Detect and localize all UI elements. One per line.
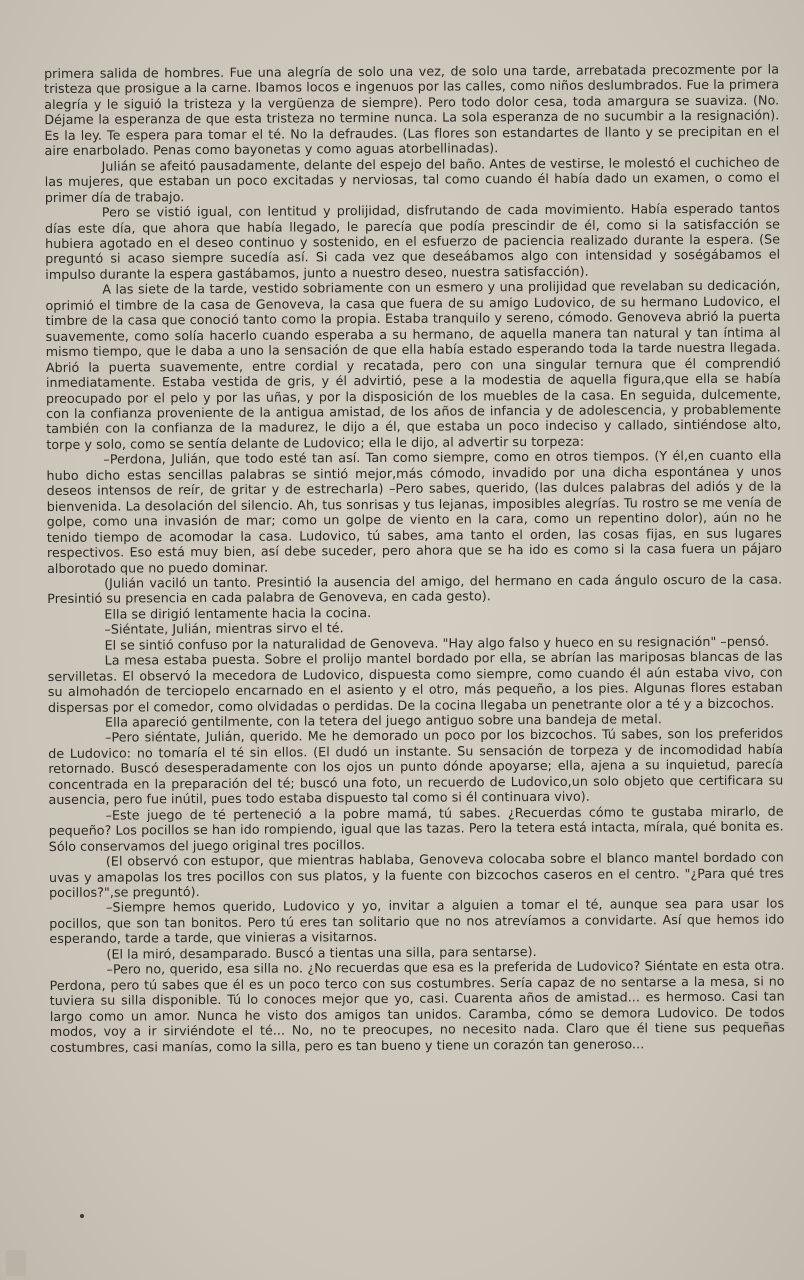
paragraph: Pero se vistió igual, con lentitud y prolijidad, disfrutando de cada movimiento. Había esperado tantos días este día, que ahora que había llegado, le parecía que podía prescindir de él, como si la satisfacción se hubiera agotado en el deseo continuo y sostenido, en el esfuerzo de paciencia realizado durante la espera. (Se preguntó si acaso siempre sucedía así. Si cada vez que deseábamos algo con intensidad y soségábamos el impulso durante la espera gastábamos, junto a nuestro deseo, nuestra satisfacción).: [44, 200, 781, 282]
paragraph: primera salida de hombres. Fue una alegría de solo una vez, de solo una tarde, arrebatada precozmente por la tristeza que prosigue a la carne. Ibamos locos e ingenuos por las calles, como niños deslumbrados. Fue la primera alegría y le siguió la tristeza y la vergüenza de siempre). Pero todo dolor cesa, toda amargura se suaviza. (No. Déjame la esperanza de que esta tristeza no termine nunca. La sola esperanza de no sucumbir a la resignación). Es la ley. Te espera para tomar el té. No la defraudes. (Las flores son estandartes de llanto y se precipitan en el aire enarbolado. Penas como bayonetas y como aguas atorbellinadas).: [44, 61, 780, 159]
paragraph: (El la miró, desamparado. Buscó a tientas una silla, para sentarse).: [106, 943, 537, 962]
paragraph: Julián se afeitó pausadamente, delante del espejo del baño. Antes de vestirse, le molestó el cuchicheo de las mujeres, que estaban un poco excitadas y nerviosas, tal como cuando él había dado un examen, o como el primer día de trabajo.: [44, 154, 780, 205]
ink-speck: [80, 1214, 84, 1218]
paragraph: A las siete de la tarde, vestido sobriamente con un esmero y una prolijidad que revelaban su dedicación, oprimió el timbre de la casa de Genoveva, la casa que fuera de su amigo Ludovico, de su hermano Ludovico, el timbre de la casa que conoció tanto como la propia. Estaba tranquilo y sereno, cómodo. Genoveva abrió la puerta suavemente, como solía hacerlo cuando esperaba a su hermano, de aquella manera tan natural y tan íntima al mismo tiempo, que le daba a uno la sensación de que ella había estado esperando toda la tarde nuestra llegada. Abrió la puerta suavemente, entre cordial y recatada, pero con una singular ternura que él comprendió inmediatamente. Estaba vestida de gris, y él advirtió, pese a la modestia de aquella figura,que ella se había preocupado por el pelo y por las uñas, y por la disposición de los muebles de la casa. En seguida, dulcemente, con la confianza proveniente de la antigua amistad, de los años de infancia y de adolescencia, y probablemente también con la confianza de la madurez, le dijo a él, que estaba un poco indeciso y callado, sintiéndose alto, torpe y solo, como se sentía delante de Ludovico; ella le dijo, al advertir su torpeza:: [45, 277, 782, 452]
paragraph: –Perdona, Julián, que todo esté tan así. Tan como siempre, como en otros tiempos. (Y él,en cuanto ella hubo dicho estas sencillas palabras se sintió mejor,más cómodo, invadido por una dicha espontánea y unos deseos intensos de reír, de gritar y de estrecharla) –Pero sabes, querido, (las dulces palabras del adiós y de la bienvenida. La desolación del silencio. Ah, tus sonrisas y tus lejanas, imposibles alegrías. Tu rostro se me venía de golpe, como una invasión de mar; como un golpe de viento en la cara, como un repentino dolor), aún no he tenido tiempo de acomodar la casa. Ludovico, tú sabes, ama tanto el orden, las cosas fijas, en sus lugares respectivos. Eso está muy bien, así debe suceder, pero ahora que se ha ido es como si la casa fuera un pájaro alborotado que no puedo dominar.: [46, 447, 783, 576]
paragraph: (El observó con estupor, que mientras hablaba, Genoveva colocaba sobre el blanco mantel bordado con uvas y amapolas los tres pocillos con sus platos, y la fuente con bizcochos caseros en el centro. "¿Para qué tres pocillos?",se preguntó).: [48, 849, 784, 901]
paragraph: La mesa estaba puesta. Sobre el prolijo mantel bordado por ella, se abrían las mariposas blancas de las servilletas. El observó la mecedora de Ludovico, dispuesta como siempre, como cuando él aún estaba vivo, con su almohadón de terciopelo encarnado en el asiento y el otro, más pequeño, a los pies. Algunas flores estaban dispersas por el comedor, como olvidadas o perdidas. De la cocina llegaba un penetrante olor a té y a bizcochos.: [47, 648, 783, 715]
body-text: [44, 62, 785, 1055]
paragraph: –Siéntate, Julián, mientras sirvo el té.: [104, 620, 344, 637]
paragraph: –Pero no, querido, esa silla no. ¿No recuerdas que esa es la preferida de Ludovico? Siéntate en esta otra. Perdona, pero tú sabes que él es un poco terco con sus costumbres. Sería capaz de no sentarse a la mesa, si no tuviera su silla disponible. Tú lo conoces mejor que yo, casi. Cuarenta años de amistad... es hermoso. Casi tan largo como un amor. Nunca he visto dos amigos tan unidos. Caramba, cómo se demora Ludovico. De todos modos, voy a ir sirviéndote el té... No, no te preocupes, no necesito nada. Claro que él tiene sus pequeñas costumbres, casi manías, como la silla, pero es tan bueno y tiene un corazón tan generoso...: [49, 957, 785, 1055]
paragraph: (Julián vaciló un tanto. Presintió la ausencia del amigo, del hermano en cada ángulo oscuro de la casa. Presintió su presencia en cada palabra de Genoveva, en cada gesto).: [47, 571, 783, 607]
paragraph: –Siempre hemos querido, Ludovico y yo, invitar a alguien a tomar el té, aunque sea para usar los pocillos, que son tan bonitos. Pero tú eres tan solitario que no nos atrevíamos a convidarte. Así que hemos ido esperando, tarde a tarde, que vinieras a visitarnos.: [49, 895, 785, 947]
paragraph: –Pero siéntate, Julián, querido. Me he demorado un poco por los bizcochos. Tú sabes, son los preferidos de Ludovico: no tomaría el té sin ellos. (El dudó un instante. Su sensación de torpeza y de incomodidad había retornado. Buscó desesperadamente con los ojos un punto dónde apoyarse; ella, ajena a su inquietud, parecía concentrada en la preparación del té; buscó una foto, un recuerdo de Ludovico,un solo objeto que certificara su ausencia, pero fue inútil, pues todo estaba dispuesto tal como si él continuara vivo).: [48, 725, 784, 808]
paragraph: Ella apareció gentilmente, con la tetera del juego antiguo sobre una bandeja de metal.: [104, 711, 662, 730]
paragraph: Ella se dirigió lentamente hacia la cocina.: [104, 604, 372, 622]
paragraph: –Este juego de té perteneció a la pobre mamá, tú sabes. ¿Recuerdas cómo te gustaba mirarlo, de pequeño? Los pocillos se han ido rompiendo, igual que las tazas. Pero la tetera está intacta, mírala, qué bonita es. Sólo conservamos del juego original tres pocillos.: [48, 803, 784, 854]
paragraph: El se sintió confuso por la naturalidad de Genoveva. "Hay algo falso y hueco en su resignación" –pensó.: [104, 633, 770, 653]
page-corner-shadow: [6, 1250, 26, 1276]
